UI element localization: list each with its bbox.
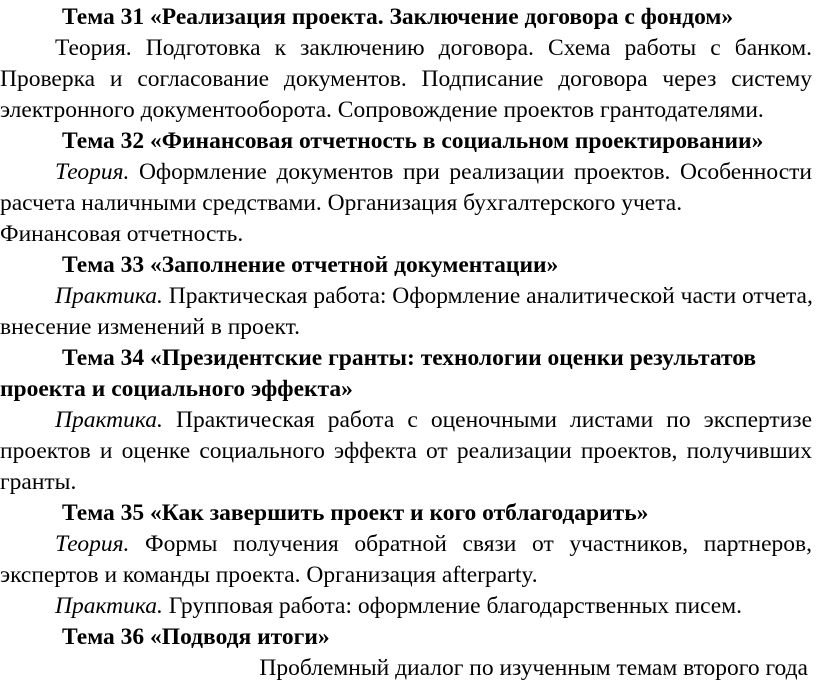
topic-35-heading: Тема 35 «Как завершить проект и кого отблагодарить» [62,500,649,526]
topic-35-line-2: экспертов и команды проекта. Организация afterparty. [0,562,538,588]
topic-33-line-2: внесение изменений в проект. [0,314,300,340]
topic-35-line-1 [55,529,812,560]
topic-34-heading-line-2: проекта и социального эффекта» [0,376,353,402]
practice-label: Практика. [55,283,163,309]
topic-35-line-1-text: Формы получения обратной связи от участников, партнеров, [129,531,812,557]
topic-32-heading: Тема 32 «Финансовая отчетность в социальном проектировании» [62,128,764,154]
topic-35-line-3-text: Групповая работа: оформление благодарственных писем. [162,593,742,619]
topic-34-line-1-text: Практическая работа с оценочными листами по экспертизе [162,407,812,433]
topic-31-line-1: Теория. Подготовка к заключению договора. Схема работы с банком. [55,35,812,61]
topic-32-line-1-text: Оформление документов при реализации проектов. Особенности [129,159,812,185]
topic-34-line-3: гранты. [0,469,77,495]
topic-35-line-3 [55,591,742,622]
topic-31-line-3: электронного документооборота. Сопровождение проектов грантодателями. [0,97,764,123]
practice-label: Практика. [55,407,163,433]
topic-32-line-3: Финансовая отчетность. [0,221,244,247]
topic-31-heading: Тема 31 «Реализация проекта. Заключение договора с фондом» [62,4,734,30]
topic-33-line-1-text: Практическая работа: Оформление аналитической части отчета, [162,283,813,309]
topic-32-line-2: расчета наличными средствами. Организация бухгалтерского учета. [0,190,683,216]
theory-label: Теория. [55,159,130,185]
topic-36-line-1: Проблемный диалог по изученным темам второго года [259,655,808,681]
practice-label: Практика. [55,593,163,619]
topic-34-line-1 [55,405,812,436]
topic-33-heading: Тема 33 «Заполнение отчетной документации» [62,252,559,278]
topic-31-line-2: Проверка и согласование документов. Подписание договора через систему [0,66,812,92]
topic-36-heading: Тема 36 «Подводя итоги» [62,624,330,650]
topic-34-heading-line-1: Тема 34 «Президентские гранты: технологии оценки результатов [62,345,757,371]
topic-33-line-1 [55,281,812,312]
topic-32-line-1 [55,157,812,188]
topic-34-line-2: проектов и оценке социального эффекта от реализации проектов, получивших [0,438,812,464]
theory-label: Теория. [55,531,130,557]
